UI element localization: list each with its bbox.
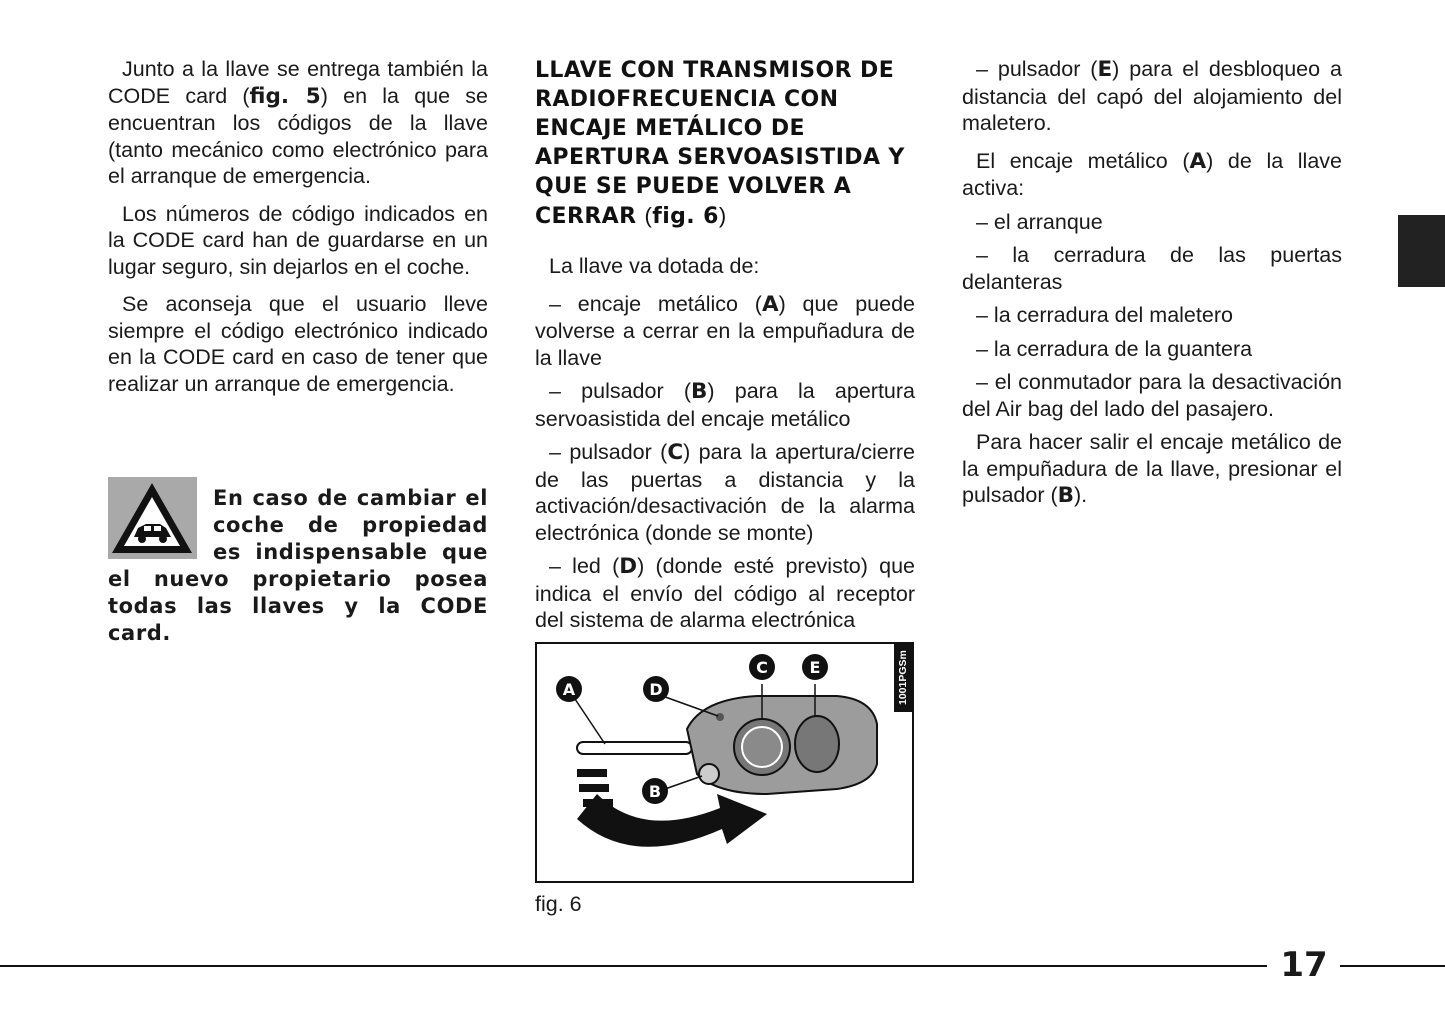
list-item: – pulsador (E) para el desbloqueo a distancia del capó del alojamiento del maletero.	[962, 57, 1342, 135]
intro-text: La llave va dotada de:	[549, 254, 760, 278]
list-item: – la cerradura del maletero	[976, 303, 1233, 327]
list-item: – el arranque	[976, 209, 1103, 234]
list-item: – led (D) (donde esté previsto) que indica el envío del código al receptor del sistema de alarma electrónica	[535, 554, 915, 632]
column-left	[108, 56, 488, 408]
code-storage-paragraph: Los números de código indicados en la CODE card han de guardarse en un lugar seguro, sin dejarlos en el coche.	[108, 201, 488, 279]
label-b: B	[648, 782, 662, 801]
list-item: – pulsador (C) para la apertura/cierre de las puertas a distancia y la activación/desactivación de la alarma electrónica (donde se monte)	[535, 440, 915, 545]
section-thumb-tab	[1398, 215, 1445, 287]
emergency-paragraph: Se aconseja que el usuario lleve siempre el código electrónico indicado en la CODE card en caso de tener que realizar un arranque de emergencia.	[108, 292, 488, 396]
list-item: – la cerradura de las puertas delanteras	[962, 243, 1342, 294]
warning-block	[108, 477, 488, 647]
footer-rule	[1340, 965, 1445, 967]
section-heading: LLAVE CON TRANSMISOR DE RADIOFRECUENCIA CON ENCAJE METÁLICO DE APERTURA SERVOASISTIDA Y QUE SE PUEDE VOLVER A CERRAR (fig. 6)	[535, 58, 905, 229]
list-item: – encaje metálico (A) que puede volverse a cerrar en la empuñadura de la llave	[535, 291, 915, 370]
list-item: – pulsador (B) para la apertura servoasistida del encaje metálico	[535, 379, 915, 431]
figure-code: 1001PGSm	[894, 644, 912, 712]
warning-text: En caso de cambiar el coche de propiedad es indispensable que el nuevo propietario posea todas las llaves y la CODE card.	[108, 486, 488, 645]
key-illustration	[537, 644, 912, 881]
column-middle	[535, 56, 915, 641]
list-item: – la cerradura de la guantera	[976, 336, 1253, 361]
warning-car-icon	[108, 477, 197, 559]
page-number: 17	[1280, 945, 1328, 985]
activates-intro: El encaje metálico (A) de la llave activa:	[962, 148, 1342, 200]
figure-key-remote	[535, 642, 914, 883]
label-a: A	[562, 680, 576, 699]
label-e: E	[809, 658, 821, 677]
final-paragraph: Para hacer salir el encaje metálico de la empuñadura de la llave, presionar el pulsador (B).	[962, 430, 1342, 508]
footer-rule	[0, 965, 1267, 967]
label-d: D	[649, 680, 663, 699]
label-c: C	[756, 658, 768, 677]
figure-caption: fig. 6	[535, 892, 582, 916]
code-card-paragraph: Junto a la llave se entrega también la CODE card (fig. 5) en la que se encuentran los códigos de la llave (tanto mecánico como electrónico para el arranque de emergencia.	[108, 57, 488, 188]
column-right	[962, 56, 1342, 521]
list-item: – el conmutador para la desactivación del Air bag del lado del pasajero.	[962, 370, 1342, 421]
